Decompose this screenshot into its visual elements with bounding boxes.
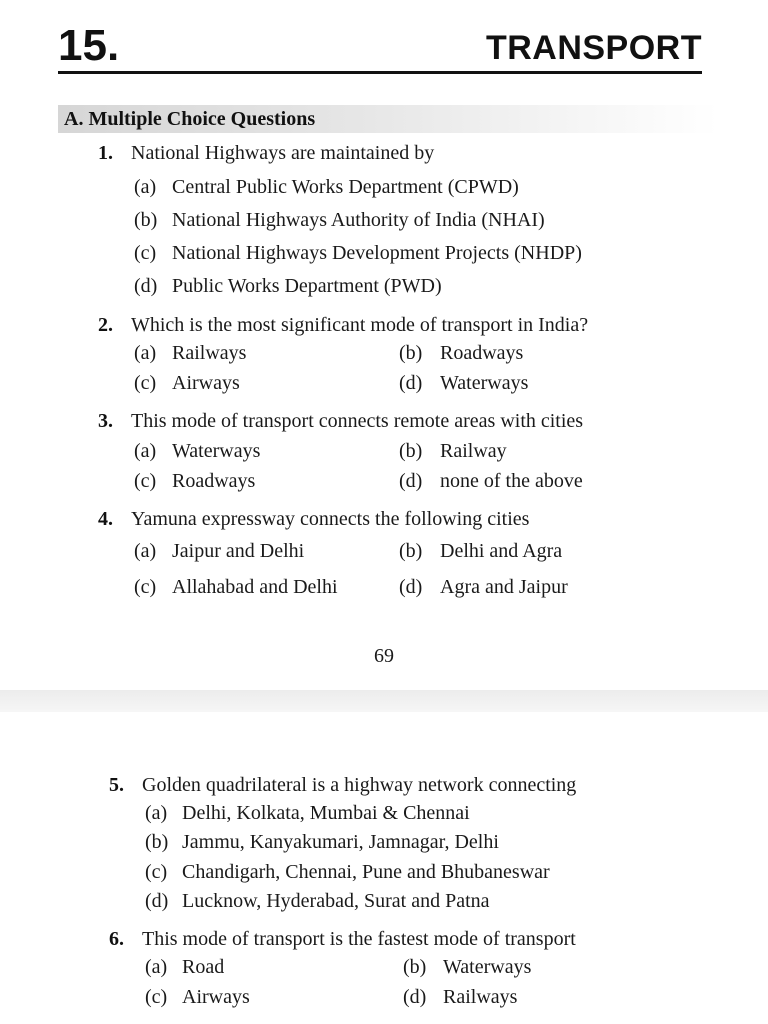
- option-text: Agra and Jaipur: [440, 576, 568, 598]
- option-label: (b): [399, 440, 423, 462]
- question-text: Golden quadrilateral is a highway network connecting: [142, 774, 577, 796]
- option-text: Roadways: [440, 342, 524, 364]
- option-text: Jammu, Kanyakumari, Jamnagar, Delhi: [182, 831, 499, 853]
- question-text: This mode of transport connects remote areas with cities: [131, 410, 584, 432]
- option-label: (a): [134, 540, 157, 562]
- option-text: Chandigarh, Chennai, Pune and Bhubaneswar: [182, 861, 550, 883]
- option-text: Lucknow, Hyderabad, Surat and Patna: [182, 890, 490, 912]
- option-label: (b): [145, 831, 169, 853]
- option-text: National Highways Development Projects (NHDP): [172, 242, 582, 264]
- option-text: Central Public Works Department (CPWD): [172, 176, 519, 198]
- option-label: (c): [134, 576, 157, 598]
- option-label: (a): [134, 440, 157, 462]
- book-page-70: [0, 712, 768, 1024]
- option-text: National Highways Authority of India (NHAI): [172, 209, 545, 231]
- question-number: 1.: [98, 142, 113, 164]
- option-label: (a): [145, 956, 168, 978]
- option-label: (a): [134, 342, 157, 364]
- option-text: Roadways: [172, 470, 256, 492]
- chapter-title: TRANSPORT: [485, 29, 702, 67]
- option-text: Waterways: [440, 372, 529, 394]
- option-text: Jaipur and Delhi: [172, 540, 305, 562]
- question-text: Yamuna expressway connects the following cities: [131, 508, 530, 530]
- option-text: Road: [182, 956, 225, 978]
- question-number: 3.: [98, 410, 113, 432]
- question-text: National Highways are maintained by: [131, 142, 435, 164]
- option-text: Railway: [440, 440, 507, 462]
- option-text: Delhi, Kolkata, Mumbai & Chennai: [182, 802, 470, 824]
- question-number: 2.: [98, 314, 113, 336]
- option-label: (d): [399, 470, 423, 492]
- chapter-rule: [58, 71, 702, 74]
- option-label: (c): [145, 986, 168, 1008]
- option-label: (d): [399, 372, 423, 394]
- option-label: (d): [399, 576, 423, 598]
- option-label: (d): [134, 275, 158, 297]
- option-label: (b): [403, 956, 427, 978]
- option-text: Allahabad and Delhi: [172, 576, 338, 598]
- option-label: (b): [399, 540, 423, 562]
- section-title: A. Multiple Choice Questions: [64, 108, 316, 130]
- option-text: Railways: [443, 986, 518, 1008]
- option-text: Public Works Department (PWD): [172, 275, 442, 297]
- option-label: (d): [403, 986, 427, 1008]
- option-text: Waterways: [443, 956, 532, 978]
- option-text: Delhi and Agra: [440, 540, 563, 562]
- question-text: This mode of transport is the fastest mode of transport: [142, 928, 576, 950]
- option-label: (b): [134, 209, 158, 231]
- option-label: (c): [134, 470, 157, 492]
- option-label: (a): [134, 176, 157, 198]
- option-label: (c): [134, 242, 157, 264]
- question-number: 4.: [98, 508, 113, 530]
- page-separator: [0, 690, 768, 712]
- option-label: (d): [145, 890, 169, 912]
- option-text: Airways: [182, 986, 250, 1008]
- option-label: (b): [399, 342, 423, 364]
- option-text: Railways: [172, 342, 247, 364]
- page-number: 69: [374, 645, 394, 667]
- option-text: none of the above: [440, 470, 583, 492]
- question-number: 5.: [109, 774, 124, 796]
- question-text: Which is the most significant mode of transport in India?: [131, 314, 589, 336]
- chapter-number: 15.: [58, 21, 120, 70]
- option-label: (a): [145, 802, 168, 824]
- option-text: Waterways: [172, 440, 261, 462]
- option-text: Airways: [172, 372, 240, 394]
- option-label: (c): [134, 372, 157, 394]
- option-label: (c): [145, 861, 168, 883]
- question-number: 6.: [109, 928, 124, 950]
